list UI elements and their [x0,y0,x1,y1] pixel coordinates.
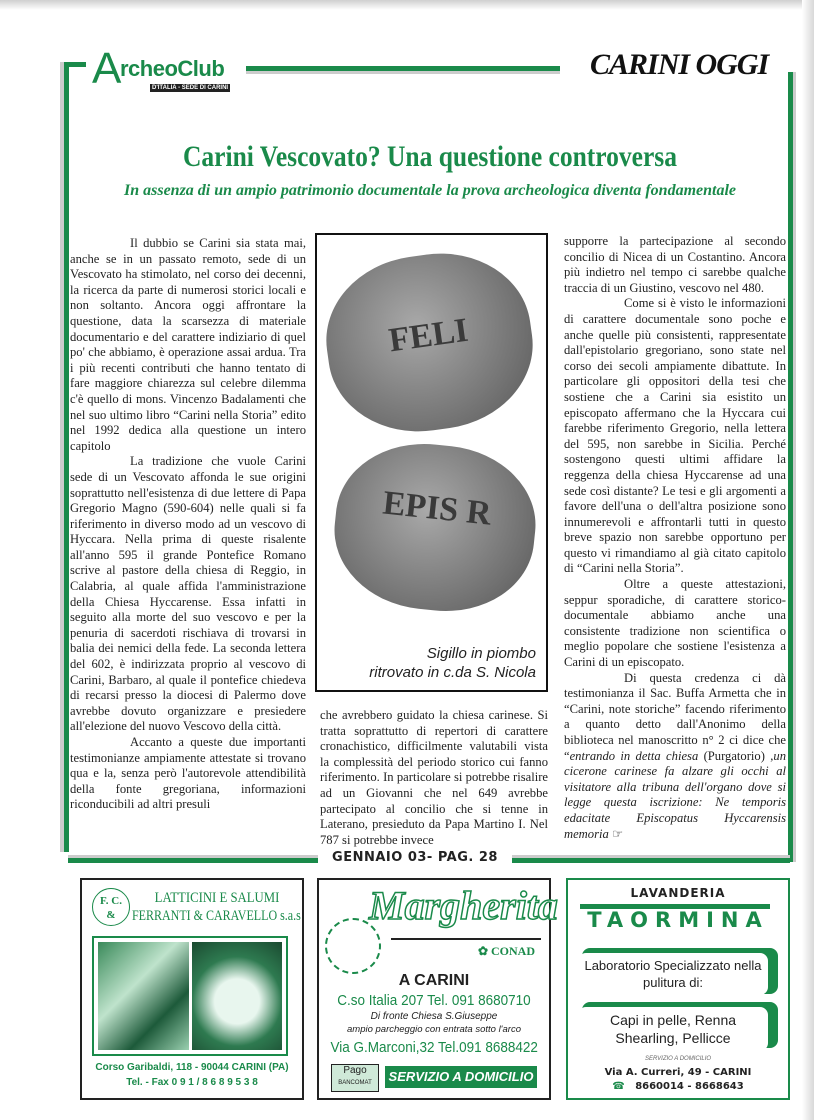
seal-image-1 [316,242,543,444]
frame-left-rule [64,62,69,852]
figure-caption [369,644,536,682]
brand-underline [391,938,541,940]
conad-label [478,944,535,959]
archeoclub-logo [92,44,242,94]
paragraph: che avrebbero guidato la chiesa carinese. Si tratta soprattutto di repertori di carattere cronachistico, difficilmente valutabili vista la complessità del periodo storico cui fanno riferimento. In particolare si potrebbe risalire ad un Giovanni che nel 649 avrebbe partecipato al concilio che si tenne in Laterano, presieduto da Papa Martino I. Nel 787 si potrebbe invece [320,708,548,847]
masthead: CARINI OGGI [590,48,769,81]
caption-line: Sigillo in piombo [426,645,536,662]
conad-text: CONAD [491,944,535,958]
caption-line: ritrovato in c.da S. Nicola [369,664,536,681]
delivery-banner: SERVIZIO A DOMICILIO [385,1066,537,1088]
ad-company: FERRANTI & CARAVELLO s.a.s [132,908,301,924]
store-1: C.so Italia 207 Tel. 091 8680710 [337,992,531,1009]
ad-address: Via A. Curreri, 49 - CARINI [604,1067,752,1078]
scan-edge-top [0,0,814,10]
header-rule [246,66,560,71]
business-name: TAORMINA [587,908,769,932]
logo-subtitle: D'ITALIA - SEDE DI CARINI [152,85,229,91]
box-line: Shearling, Pellicce [615,1030,731,1046]
column-3 [564,234,786,842]
article-subtitle: In assenza di un ampio patrimonio documentale la prova archeologica diventa fondamentale [123,182,737,199]
service-note: SERVIZIO A DOMICILIO [644,1056,712,1062]
ad-line: LATTICINI E SALUMI [154,890,280,906]
brand-name: Margherita [369,883,558,928]
column-1 [70,236,306,813]
pointing-hand-icon: ☞ [611,826,624,841]
text: (Purgatorio) , [698,748,774,763]
store-1-note: Di fronte Chiesa S.Giuseppe [370,1011,498,1022]
article-title: Carini Vescovato? Una questione controversa [183,140,677,173]
pago-text: Pago [343,1065,367,1076]
paragraph: La tradizione che vuole Carini sede di un Vescovato affonda le sue origini soprattutto nell'esistenza di due lettere di Papa Gregorio Magno (590-604) nelle quali si fa riferimento in diverso modo ad un vescovo di Hyccara. Nella prima di queste risalente all'anno 595 il grande Pontefice Romano scrive al pastore della chiesa di Reggio, in Calabria, al quale affida l'amministrazione della Chiesa Hyccarense. Essa infatti in seguito alla morte del suo vescovo e per la penuria di sacerdoti rischiava di trovarsi in balia dei nemici della fede. La seconda lettera del 602, è indirizzata proprio al vescovo di Carini, Barbaro, al quale il pontefice chiedeva di recarsi presso la diocesi di Palermo dove avrebbe dovuto organizzare e presiedere all'elezione del nuovo Vescovo della città. [70,454,306,734]
seal-figure [315,233,548,692]
badge-text: & [106,909,116,921]
pagobancomat-logo [331,1064,379,1092]
fc-badge [92,888,130,926]
scan-edge-right [802,0,814,1120]
ad-ferranti-caravello [80,878,304,1100]
flower-icon: ✿ [477,944,488,958]
paragraph-quote [564,671,786,843]
store-2: Via G.Marconi,32 Tel.091 8688422 [330,1039,538,1056]
service-box-2 [578,1007,768,1051]
quote-text: un cicerone carinese fa alzare gli occhi al visitatore alla tribuna dell'organo dove si legge questa iscrizione: Ne temporis edacitate Episcopatus Hyccarensis memoria [564,748,786,841]
quote-text: entrando in detta chiesa [569,748,699,763]
footer-rule-left [68,858,318,863]
ad-address: Corso Garibaldi, 118 - 90044 CARINI (PA) [95,1062,289,1073]
page-label: GENNAIO 03- PAG. 28 [332,850,498,865]
badge-text: F. C. [100,895,122,907]
paragraph: Il dubbio se Carini sia stata mai, anche se in un passato remoto, sede di un Vescovato ha stimolato, nel corso dei decenni, la ricerca da parte di numerosi storici locali e non soltanto. Ancora oggi affrontare la questione, data la scarsezza di materiale documentario e del carattere indiziario di quel po' che abbiamo, è operazione assai ardua. Tra i più recenti contributi che hanno tentato di fare maggiore chiarezza sul celebre dilemma c'è quello di mons. Vincenzo Badalamenti che nel suo ultimo libro “Carini nella Storia” edito nel 1992 dedica alla questione un intero capitolo [70,236,306,453]
latticini-photo [192,942,283,1050]
column-2 [320,708,548,848]
footer-rule-right [512,858,790,863]
ad-phone [568,1081,788,1092]
ad-lavanderia-taormina [566,878,790,1100]
logo-letter: A [92,44,122,93]
ad-margherita [317,878,558,1100]
seal-inscription: EPIS R [381,484,493,533]
ad-phone: Tel. - Fax 0 9 1 / 8 6 8 9 5 3 8 [126,1077,258,1088]
frame-corner-rule [64,62,86,67]
seal-image-2 [327,435,543,620]
ad-photos [92,936,288,1056]
paragraph: Come si è visto le informazioni di carattere documentale sono poche e anche quelle più consistenti, rappresentate dall'epistolario gregoriano, sono state nel corso dei secoli ampiamente dibattute. In particolare gli oppositori della tesi che sostiene che a Carini sia esistito un episcopato affermano che la Hyccara cui farebbe riferimento Gregorio, nella lettera del 595, non sarebbe in Sicilia. Perché sostengono questi ultimi affidare la reggenza della chiesa Hyccarense ad una sede così distante? Le tesi e gli argomenti a favore dell'una o dell'altra posizione sono innumerevoli e affrontarli tutti in questo breve spazio non sarebbe opportuno per questo vi rimandiamo al già citato capitolo di “Carini nella Storia”. [564,296,786,576]
pago-sub: BANCOMAT [338,1080,372,1086]
logo-word: rcheoClub [120,56,225,81]
seal-inscription: FELI [386,311,471,360]
paragraph: Accanto a queste due importanti testimonianze ampiamente attestate si trovano qua e la, senza però l'autorevole attendibilità della fonte gregoriana, informazioni riconducibili ad altri presuli [70,735,306,812]
text: Di questa credenza ci dà testimonianza il Sac. Buffa Armetta che in “Carini, note storiche” facendo riferimento a quanto detto dall'Anonimo della biblioteca nel manoscritto n° 2 ci dice che “ [564,670,786,763]
salumi-photo [98,942,189,1050]
service-box-1: Laboratorio Specializzato nella pulitura di: [578,953,768,995]
phone-numbers: 8660014 - 8668643 [635,1081,744,1092]
box-line: Capi in pelle, Renna [609,1012,737,1028]
store-1-note: ampio parcheggio con entrata sotto l'arco [347,1024,521,1035]
telephone-icon: ☎ [612,1081,625,1092]
ad-line: LAVANDERIA [630,886,726,900]
paragraph: Oltre a queste attestazioni, seppur sporadiche, di carattere storico-documentale abbiamo anche una consistente tradizione non scientifica o meglio popolare che sostiene l'esistenza a Carini di un episcopato. [564,577,786,670]
paragraph: supporre la partecipazione al secondo concilio di Nicea di un Costantino. Ancora più indietro nel tempo ci sarebbe qualche traccia di un Giustino, vescovo nel 480. [564,234,786,295]
city-label: A CARINI [398,972,470,989]
